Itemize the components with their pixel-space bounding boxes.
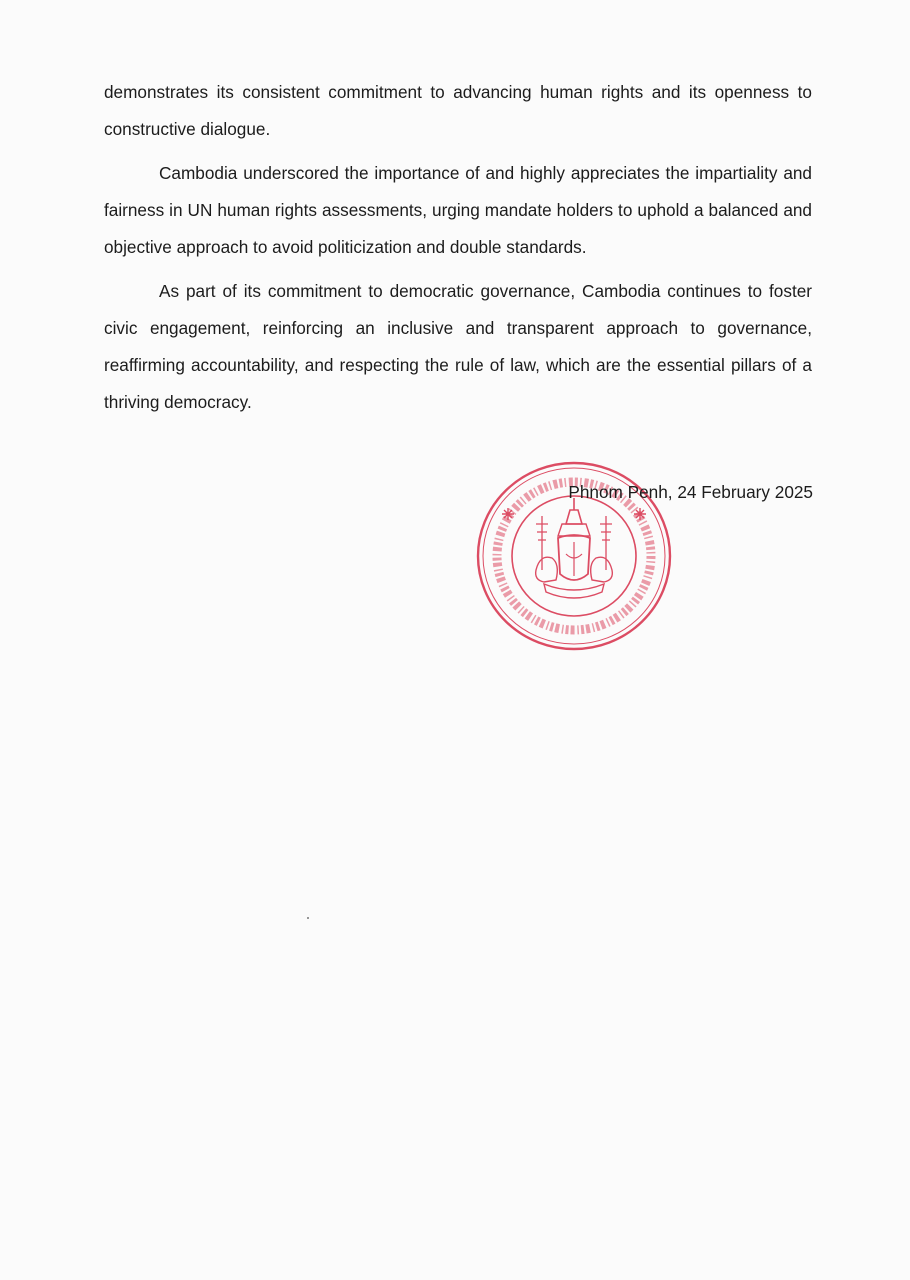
- paragraph-1: demonstrates its consistent commitment to advancing human rights and its openness to constructive dialogue.: [104, 82, 812, 139]
- dateline: Phnom Penh, 24 February 2025: [568, 482, 813, 502]
- paper-speck: [307, 917, 309, 919]
- body-text: [104, 74, 812, 428]
- paragraph-3: As part of its commitment to democratic governance, Cambodia continues to foster civic engagement, reinforcing an inclusive and transparent approach to governance, reaffirming accountability, and respecting the rule of law, which are the essential pillars of a thriving democracy.: [104, 281, 812, 412]
- paragraph-2: Cambodia underscored the importance of and highly appreciates the impartiality and fairness in UN human rights assessments, urging mandate holders to uphold a balanced and objective approach to avoid politicization and double standards.: [104, 163, 812, 257]
